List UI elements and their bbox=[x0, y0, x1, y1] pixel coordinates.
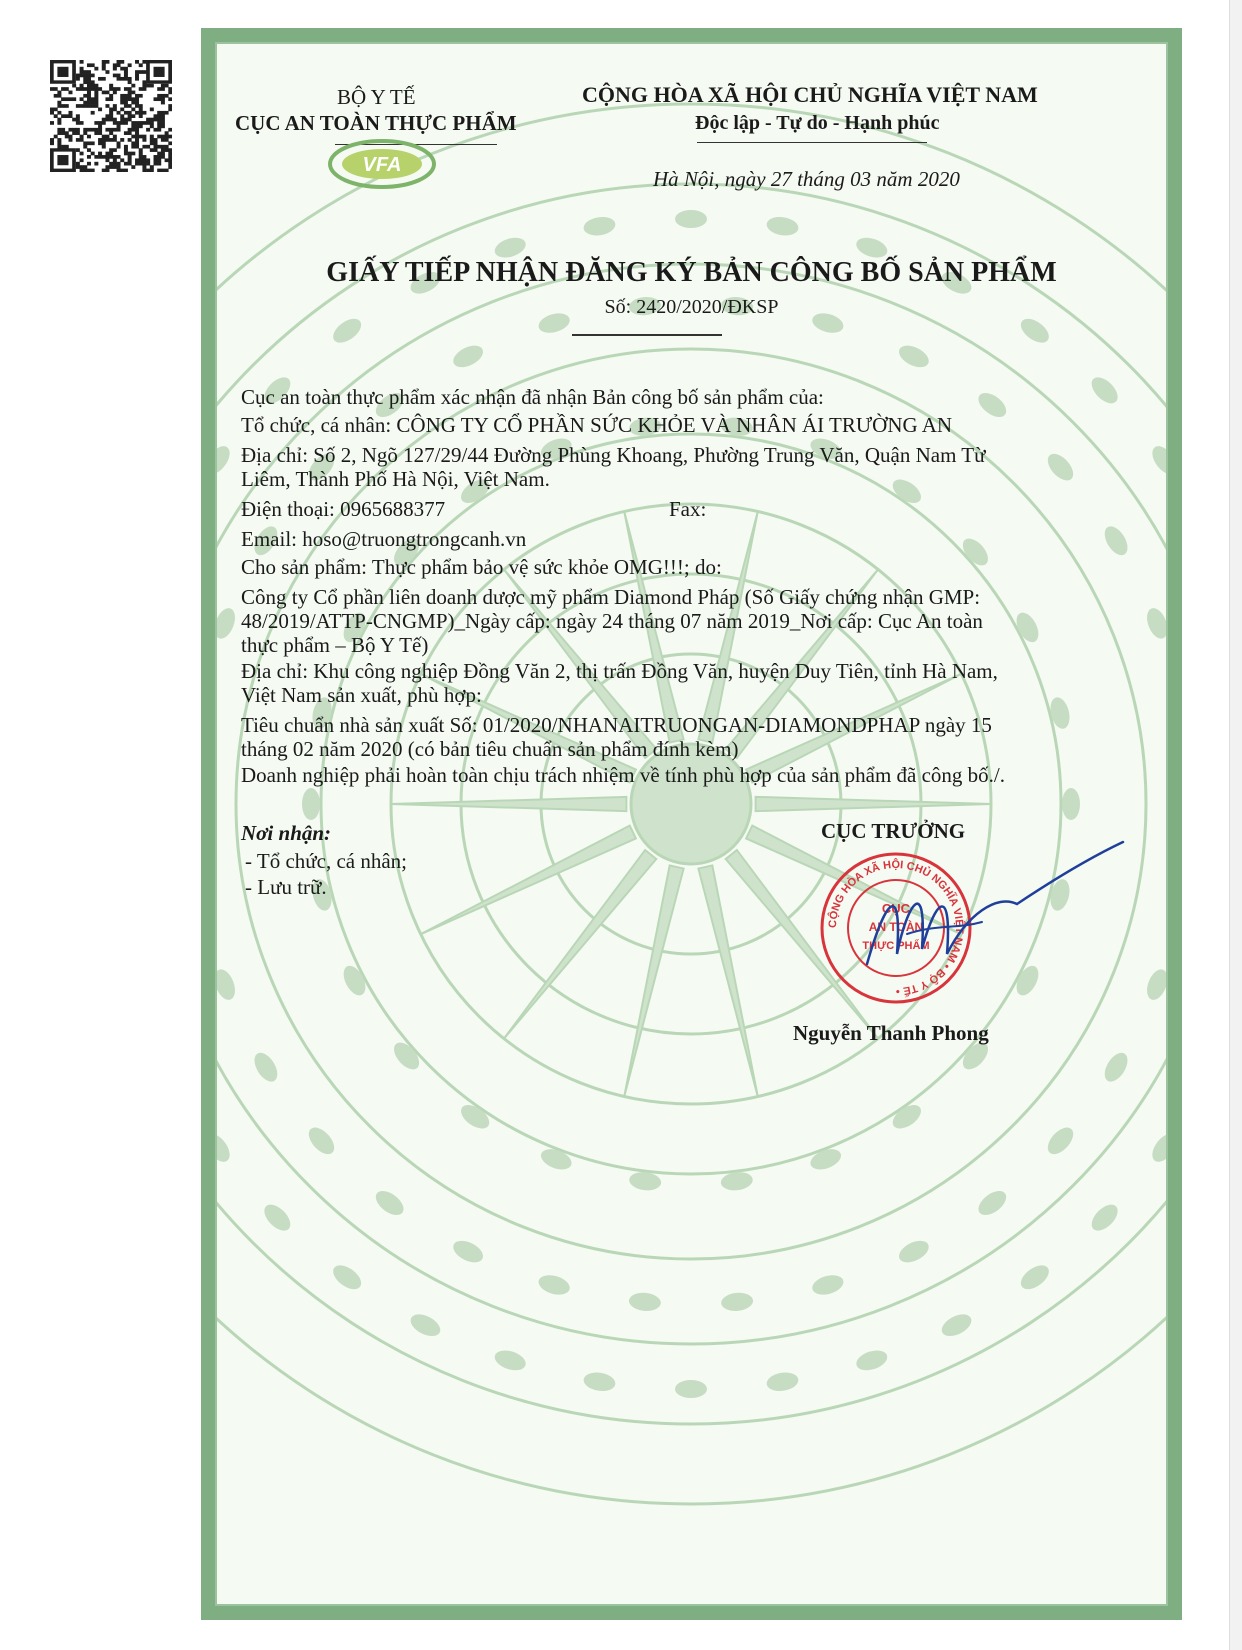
recipient-organization: - Tổ chức, cá nhân; bbox=[245, 849, 408, 873]
body-responsibility: Doanh nghiệp phải hoàn toàn chịu trách nhiệm về tính phù hợp của sản phẩm đã công bố./. bbox=[241, 763, 1005, 787]
motto-underline bbox=[697, 142, 927, 143]
title-underline bbox=[572, 334, 722, 336]
body-manufacturer-address-1: Địa chỉ: Khu công nghiệp Đồng Văn 2, thị trấn Đồng Văn, huyện Duy Tiên, tỉnh Hà Nam, bbox=[241, 659, 998, 683]
national-motto: Độc lập - Tự do - Hạnh phúc bbox=[695, 112, 940, 134]
body-address-2: Liêm, Thành Phố Hà Nội, Việt Nam. bbox=[241, 467, 550, 491]
body-phone: Điện thoại: 0965688377 bbox=[241, 497, 446, 521]
document-title: GIẤY TIẾP NHẬN ĐĂNG KÝ BẢN CÔNG BỐ SẢN PHẨM bbox=[326, 257, 1057, 288]
svg-text:VFA: VFA bbox=[362, 154, 402, 176]
body-manufacturer-2: 48/2019/ATTP-CNGMP)_Ngày cấp: ngày 24 tháng 07 năm 2019_Nơi cấp: Cục An toàn bbox=[241, 609, 983, 633]
body-email: Email: hoso@truongtrongcanh.vn bbox=[241, 527, 527, 551]
place-date: Hà Nội, ngày 27 tháng 03 năm 2020 bbox=[653, 167, 960, 191]
svg-text:CỘNG HÒA XÃ HỘI CHỦ NGHĨA VIỆT: CỘNG HÒA XÃ HỘI CHỦ NGHĨA VIỆT NAM • BỘ Y TẾ • bbox=[826, 858, 966, 998]
vfa-logo bbox=[327, 138, 437, 190]
document-number: Số: 2420/2020/ĐKSP bbox=[604, 296, 779, 318]
signer-name: Nguyễn Thanh Phong bbox=[793, 1021, 989, 1045]
country-name: CỘNG HÒA XÃ HỘI CHỦ NGHĨA VIỆT NAM bbox=[582, 82, 1038, 107]
body-organization: Tổ chức, cá nhân: CÔNG TY CỔ PHẦN SỨC KHỎE VÀ NHÂN ÁI TRƯỜNG AN bbox=[241, 413, 953, 437]
agency-name: CỤC AN TOÀN THỰC PHẨM bbox=[235, 111, 517, 135]
ministry-name: BỘ Y TẾ bbox=[337, 85, 416, 109]
certificate-frame bbox=[201, 28, 1182, 1620]
qr-code-icon bbox=[50, 60, 172, 172]
body-fax: Fax: bbox=[669, 497, 707, 521]
body-standard-2: tháng 02 năm 2020 (có bản tiêu chuẩn sản phẩm đính kèm) bbox=[241, 737, 739, 761]
svg-text:CỤC: CỤC bbox=[881, 901, 911, 916]
body-manufacturer-address-2: Việt Nam sản xuất, phù hợp: bbox=[241, 683, 482, 707]
body-manufacturer-3: thực phẩm – Bộ Y Tế) bbox=[241, 633, 429, 657]
body-product: Cho sản phẩm: Thực phẩm bảo vệ sức khỏe OMG!!!; do: bbox=[241, 555, 722, 579]
handwritten-signature bbox=[847, 834, 1127, 984]
recipients-heading: Nơi nhận: bbox=[241, 821, 332, 845]
body-address-1: Địa chỉ: Số 2, Ngõ 127/29/44 Đường Phùng Khoang, Phường Trung Văn, Quận Nam Từ bbox=[241, 443, 986, 467]
page-scroll-edge bbox=[1229, 0, 1242, 1650]
signer-position: CỤC TRƯỞNG bbox=[821, 819, 966, 843]
body-manufacturer-1: Công ty Cổ phần liên doanh dược mỹ phẩm Diamond Pháp (Số Giấy chứng nhận GMP: bbox=[241, 585, 981, 609]
svg-text:AN TOÀN: AN TOÀN bbox=[868, 920, 924, 934]
body-intro: Cục an toàn thực phẩm xác nhận đã nhận Bản công bố sản phẩm của: bbox=[241, 385, 824, 409]
svg-text:THỰC PHẨM: THỰC PHẨM bbox=[862, 940, 930, 952]
body-standard-1: Tiêu chuẩn nhà sản xuất Số: 01/2020/NHANAITRUONGAN-DIAMONDPHAP ngày 15 bbox=[241, 713, 992, 737]
certificate-paper bbox=[215, 42, 1168, 1606]
recipient-archive: - Lưu trữ. bbox=[245, 875, 327, 899]
